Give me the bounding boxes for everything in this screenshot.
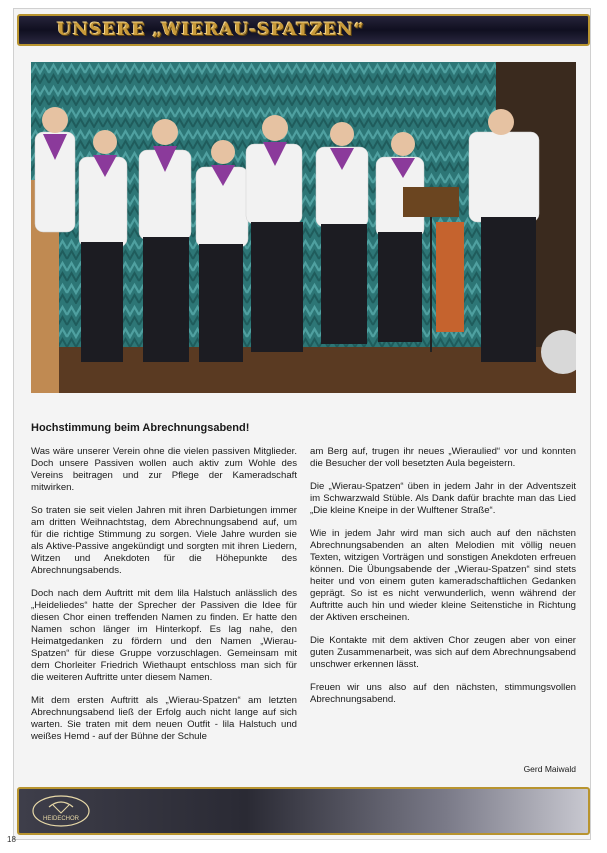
article-author: Gerd Maiwald xyxy=(523,764,576,774)
paragraph: am Berg auf, trugen ihr neues „Wieraulied“ vor und konnten die Besucher der voll besetzten Aula begeistern. xyxy=(310,446,576,469)
article-headline: Hochstimmung beim Abrechnungsabend! xyxy=(31,422,250,434)
article-column-left xyxy=(31,446,297,754)
paragraph: Wie in jedem Jahr wird man sich auch auf den nächsten Abrechnungsabenden an alten Melodien mit völlig neuen Texten, witzigen Vorträgen und sonstigen Anekdoten erfreuen können. Die Übungsabende der „Wierau-Spatzen“ sind stets heiter und von einem guten kameradschaftlichen Gedanken geprägt. So ist es nicht verwunderlich, wenn während der Auftritte auch hin und wieder kleine Seitenstiche in Richtung der Aktiven erscheinen. xyxy=(310,528,576,623)
paragraph: Freuen wir uns also auf den nächsten, stimmungsvollen Abrechnungsabend. xyxy=(310,682,576,705)
choir-photo xyxy=(31,62,576,393)
choir-photo-illustration xyxy=(31,62,576,393)
paragraph: So traten sie seit vielen Jahren mit ihren Darbietungen immer am dritten Weihnachtstag, dem Abrechnungsabend auf, um für die richtige Stimmung zu sorgen. Viele Jahre wurden sie als Aktive-Passive angekündigt und sorgten mit ihren Liedern, Witzen und Anekdoten für die Höhepunkte des Abrechnungsabends. xyxy=(31,505,297,576)
header-banner xyxy=(17,14,590,46)
paragraph: Mit dem ersten Auftritt als „Wierau-Spatzen“ am letzten Abrechnungsabend ließ der Erfolg auch nicht lange auf sich warten. Sie traten mit dem neuen Outfit - lila Halstuch und weißes Hemd - auf der Bühne der Schule xyxy=(31,695,297,742)
logo-text: HEIDECHOR xyxy=(42,816,80,822)
paragraph: Die „Wierau-Spatzen“ üben in jedem Jahr in der Adventszeit im Schwarzwald Stüble. Als Dank dafür brachte man das Lied „Die kleine Kneipe in der Wulftener Straße“. xyxy=(310,481,576,516)
paragraph: Doch nach dem Auftritt mit dem lila Halstuch anlässlich des „Heideliedes“ hatte der Sprecher der Passiven die Idee für diesen Chor einen treffenden Namen zu finden. Er hatte den Namen schon länger im Hinterkopf. Es lag nahe, den Heimatgedanken zu fördern und den Namen „Wierau-Spatzen“ für diese Gruppe vorzuschlagen. Gemeinsam mit dem Chorleiter Friedrich Wiethaupt entschloss man sich für die weiteren Auftritte unter diesem Namen. xyxy=(31,588,297,683)
choir-emblem-icon xyxy=(31,793,91,829)
paragraph: Die Kontakte mit dem aktiven Chor zeugen aber von einer guten Zusammenarbeit, was sich auf dem Abrechnungsabend unschwer erkennen lässt. xyxy=(310,635,576,670)
footer-banner xyxy=(17,787,590,835)
article-column-right xyxy=(310,446,576,717)
banner-title: UNSERE „WIERAU-SPATZEN“ xyxy=(57,20,365,40)
page-number: 18 xyxy=(7,835,16,844)
paragraph: Was wäre unserer Verein ohne die vielen passiven Mitglieder. Doch unsere Passiven wollen auch aktiv zum Wohle des Vereins beitragen und zur Pflege der Kameradschaft mitwirken. xyxy=(31,446,297,493)
